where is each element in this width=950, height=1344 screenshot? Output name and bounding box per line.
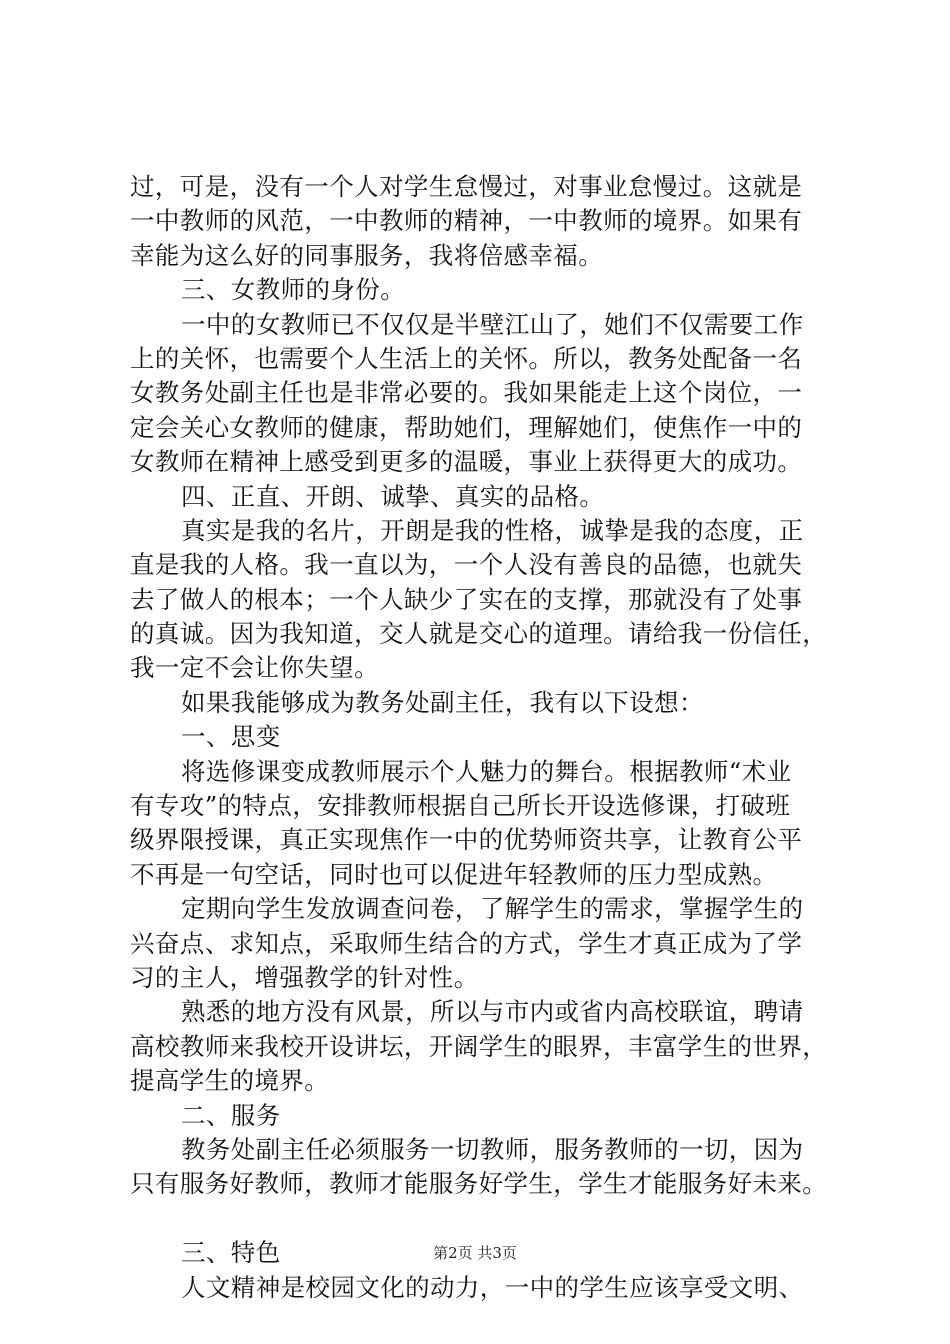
page-number: 第2页 共3页 xyxy=(433,1244,517,1262)
paragraph-start: 一中的女教师已不仅仅是半壁江山了，她们不仅需要工作 xyxy=(181,309,804,339)
section-heading: 二、服务 xyxy=(181,1100,281,1130)
text-line: 高校教师来我校开设讲坛，开阔学生的眼界，丰富学生的世界， xyxy=(130,1031,828,1061)
paragraph-start: 如果我能够成为教务处副主任，我有以下设想： xyxy=(181,687,704,717)
text-line: 不再是一句空话，同时也可以促进年轻教师的压力型成熟。 xyxy=(130,859,778,889)
text-line: 直是我的人格。我一直以为，一个人没有善良的品德，也就失 xyxy=(130,550,803,580)
section-heading: 三、特色 xyxy=(181,1238,281,1268)
paragraph-start: 人文精神是校园文化的动力，一中的学生应该享受文明、 xyxy=(181,1272,804,1302)
text-line: 兴奋点、求知点，采取师生结合的方式，学生才真正成为了学 xyxy=(130,928,803,958)
text-line: 上的关怀，也需要个人生活上的关怀。所以，教务处配备一名 xyxy=(130,343,803,373)
blank-line xyxy=(130,1202,830,1236)
section-heading: 一、思变 xyxy=(181,722,281,752)
paragraph-start: 定期向学生发放调查问卷，了解学生的需求，掌握学生的 xyxy=(181,894,804,924)
text-line: 我一定不会让你失望。 xyxy=(130,653,379,683)
document-body xyxy=(130,170,830,1305)
text-line: 有专攻”的特点，安排教师根据自己所长开设选修课，打破班 xyxy=(130,791,791,821)
text-line: 女教师在精神上感受到更多的温暖，事业上获得更大的成功。 xyxy=(130,447,803,477)
text-line: 提高学生的境界。 xyxy=(130,1066,330,1096)
text-line: 级界限授课，真正实现焦作一中的优势师资共享，让教育公平 xyxy=(130,825,803,855)
text-line: 只有服务好教师，教师才能服务好学生，学生才能服务好未来。 xyxy=(130,1169,828,1199)
text-line: 过，可是，没有一个人对学生怠慢过，对事业怠慢过。这就是 xyxy=(130,172,803,201)
paragraph-start: 熟悉的地方没有风景，所以与市内或省内高校联谊，聘请 xyxy=(181,997,804,1027)
section-heading: 三、女教师的身份。 xyxy=(181,275,406,305)
paragraph-start: 真实是我的名片，开朗是我的性格，诚挚是我的态度，正 xyxy=(181,515,804,545)
paragraph-start: 教务处副主任必须服务一切教师，服务教师的一切，因为 xyxy=(181,1134,804,1164)
paragraph-start: 将选修课变成教师展示个人魅力的舞台。根据教师“术业 xyxy=(181,756,792,786)
text-line: 定会关心女教师的健康，帮助她们，理解她们，使焦作一中的 xyxy=(130,412,803,442)
section-heading: 四、正直、开朗、诚挚、真实的品格。 xyxy=(181,481,605,511)
text-line: 去了做人的根本；一个人缺少了实在的支撑，那就没有了处事 xyxy=(130,584,803,614)
text-line: 女教务处副主任也是非常必要的。我如果能走上这个岗位，一 xyxy=(130,378,803,408)
text-line: 一中教师的风范，一中教师的精神，一中教师的境界。如果有 xyxy=(130,206,803,236)
text-line: 幸能为这么好的同事服务，我将倍感幸福。 xyxy=(130,240,604,270)
text-line: 的真诚。因为我知道，交人就是交心的道理。请给我一份信任， xyxy=(130,619,828,649)
text-line: 习的主人，增强教学的针对性。 xyxy=(130,962,479,992)
